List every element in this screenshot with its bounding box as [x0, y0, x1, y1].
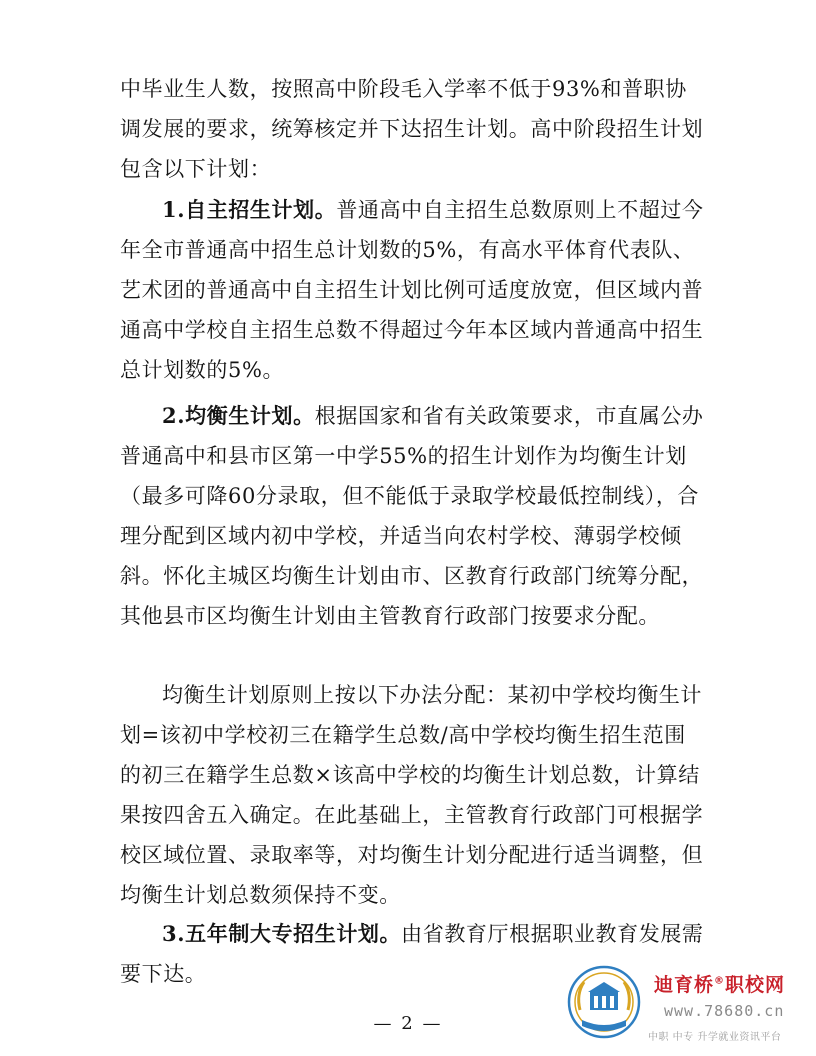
- watermark-brand-name: 迪育桥: [654, 974, 715, 996]
- paragraph-text: 普通高中自主招生总数原则上不超过今年全市普通高中招生总计划数的5%，有高水平体育代表队、艺术团的普通高中自主招生计划比例可适度放宽，但区域内普通高中学校自主招生总数不得超过今年本区域内普通高中招生总计划数的5%。: [120, 198, 704, 382]
- watermark-brand: [654, 970, 785, 997]
- paragraph: [120, 675, 705, 915]
- paragraph-text: 中毕业生人数，按照高中阶段毛入学率不低于93%和普职协调发展的要求，统筹核定并下达招生计划。高中阶段招生计划包含以下计划：: [120, 77, 704, 181]
- registered-mark: ®: [714, 975, 726, 987]
- paragraph-text: 根据国家和省有关政策要求，市直属公办普通高中和县市区第一中学55%的招生计划作为均衡生计划（最多可降60分录取，但不能低于录取学校最低控制线），合理分配到区域内初中学校，并适当向农村学校、薄弱学校倾斜。怀化主城区均衡生计划由市、区教育行政部门统筹分配，其他县市区均衡生计划由主管教育行政部门按要求分配。: [120, 404, 704, 628]
- watermark-url[interactable]: www.78680.cn: [664, 1002, 785, 1020]
- site-watermark[interactable]: [560, 962, 816, 1056]
- watermark-brand-suffix: 职校网: [725, 974, 786, 996]
- paragraph: [120, 69, 705, 189]
- school-emblem-icon: [566, 964, 642, 1040]
- paragraph-text: 均衡生计划原则上按以下办法分配：某初中学校均衡生计划=该初中学校初三在籍学生总数/高中学校均衡生招生范围的初三在籍学生总数×该高中学校的均衡生计划总数，计算结果按四舍五入确定。在此基础上，主管教育行政部门可根据学校区域位置、录取率等，对均衡生计划分配进行适当调整，但均衡生计划总数须保持不变。: [120, 683, 704, 907]
- section-heading: 3.五年制大专招生计划。: [162, 921, 402, 946]
- paragraph-text: 由省教育厅根据职业教育发展需要下达。: [120, 922, 704, 986]
- section-heading: 2.均衡生计划。: [162, 403, 315, 428]
- paragraph: [120, 190, 705, 390]
- paragraph: [120, 396, 705, 636]
- watermark-tagline: 中职 中专 升学就业资讯平台: [648, 1032, 782, 1043]
- section-heading: 1.自主招生计划。: [162, 197, 337, 222]
- page-number: — 2 —: [373, 1013, 443, 1034]
